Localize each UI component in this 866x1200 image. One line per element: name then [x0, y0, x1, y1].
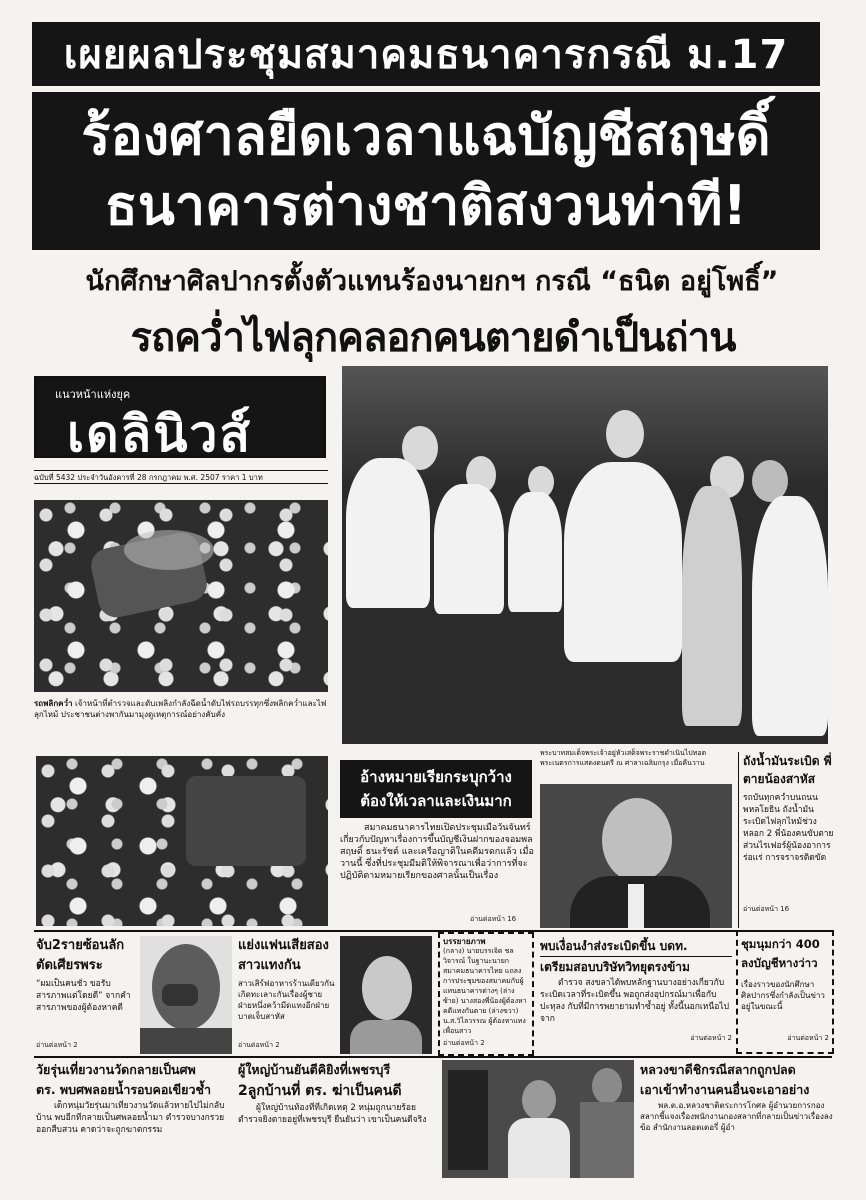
- explosion-continued: อ่านต่อหน้า 16: [743, 905, 790, 913]
- teen-headline-1: วัยรุ่นเที่ยวงานวัดกลายเป็นศพ: [36, 1062, 196, 1077]
- bottom-photo: [442, 1060, 634, 1178]
- main-headline: [32, 92, 820, 250]
- royal-figure-1: [346, 458, 430, 608]
- third-headline: รถคว่ำไฟลุกคลอกคนตายดำเป็นถ่าน: [130, 315, 736, 361]
- village-story: [238, 1060, 434, 1180]
- bank-story-headline-text: อ้างหมายเรียกระบุกว้าง ต้องให้เวลาและเงินมาก: [360, 768, 512, 810]
- bank-story-body: สมาคมธนาคารไทยเปิดประชุมเมื่อวันจันทร์ เกี่ยวกับปัญหาเรื่องการขึ้นบัญชีเงินฝากของจอมพลสฤษดิ์ ธนะรัชต์ และเครือญาติในคดีมรดกแล้ว เมื่อวานนี้ ซึ่งที่ประชุมมีมติให้พิจารณาเพื่อว่าการที่จะปฏิบัติตามหมายเรียกของศาลนั้นเป็นเรื่อง: [340, 823, 534, 881]
- crowd-photo: [36, 756, 328, 926]
- bomb-continued: อ่านต่อหน้า 2: [690, 1034, 732, 1042]
- protest-story: [736, 930, 834, 1054]
- teen-body: เด็กหนุ่มวัยรุ่นมาเที่ยวงานวัดแล้วหายไปไม่กลับบ้าน พบอีกทีกลายเป็นศพลอยน้ำมา ตำรวจบางกรวยออกสืบสวน คาดว่าจะถูกฆาตกรรม: [36, 1101, 225, 1135]
- arrest-headline: จับ2รายซ้อนลักตัดเศียรพระ: [36, 938, 125, 973]
- protest-headline: ชุมนุมกว่า 400 ลงบัญชีหางว่าว: [741, 937, 820, 970]
- bottom-rule: [34, 1056, 832, 1058]
- lover-continued: อ่านต่อหน้า 2: [238, 1041, 280, 1049]
- editorial-body: (กลาง) นายบรรเจิด ชลวิจารณ์ ในฐานะนายกสมาคมธนาคารไทย แถลงการประชุมของสมาคมกับผู้แทนธนาคารต่างๆ (ล่างซ้าย) นางสองพี่น้องผู้ต้องหาคดีแทงกันตาย (ล่างขวา) น.ส.วิไลวรรณ ผู้ต้องหาแทงเพื่อนสาว: [443, 947, 527, 1036]
- teen-headline-2: ตร. พบศพลอยน้ำรอบคอเขียวช้ำ: [36, 1082, 212, 1097]
- section-rule: [34, 930, 832, 932]
- royal-figure-king: [564, 462, 682, 662]
- suspect-photo: [140, 936, 232, 1054]
- editorial-continued: อ่านต่อหน้า 2: [443, 1039, 485, 1048]
- main-headline-line-1: ร้องศาลยืดเวลาแฉบัญชีสฤษดิ์: [81, 104, 771, 167]
- lover-body: สาวเสิร์ฟอาหารร้านเดียวกันเกิดทะเลาะกันเรื่องผู้ชาย ฝ่ายหนึ่งคว้ามีดแทงอีกฝ่ายบาดเจ็บสาหัส: [238, 979, 335, 1021]
- royal-caption: พระบาทสมเด็จพระเจ้าอยู่หัวเสด็จพระราชดำเนินไปทอดพระเนตรการแสดงดนตรี ณ ศาลาเฉลิมกรุง เมื่อคืนวาน: [540, 749, 707, 767]
- arrest-continued: อ่านต่อหน้า 2: [36, 1041, 78, 1049]
- lover-headline: แย่งแฟนเสียสองสาวแทงกัน: [238, 938, 329, 973]
- bomb-headline-2: เตรียมสอบบริษัทวิทยุตรงข้าม: [540, 956, 732, 977]
- bomb-body: ตำรวจ สงขลาได้พบหลักฐานบางอย่างเกี่ยวกับระเบิดเวลาที่ระเบิดขึ้น พอถูกส่งอุปกรณ์มาเพื่อกับปะทุลง กับที่มีการพยายามทำซ้ำอยู่ ทั้งนี้นอกเหนือไปจาก: [540, 978, 729, 1024]
- main-headline-line-2: ธนาคารต่างชาติสงวนท่าที!: [104, 174, 748, 237]
- lottery-headline-1: หลวงขาดีชิกรณีสลากถูกปลด: [640, 1062, 796, 1077]
- village-body: ผู้ใหญ่บ้านท้องที่ที่เกิดเหตุ 2 หนุ่มถูกนายร้อยตำรวจยิงตายอยู่ที่เพชรบุรี ยืนยันว่า เขาเป็นคนดีจริง: [238, 1103, 427, 1125]
- issue-info: ฉบับที่ 5432 ประจำวันอังคารที่ 28 กรกฎาคม พ.ศ. 2507 ราคา 1 บาท: [34, 470, 328, 484]
- bomb-headline-1: พบเงื่อนงำส่งระเบิดขึ้น บดท.: [540, 939, 688, 953]
- crash-caption-text: เจ้าหน้าที่ตำรวจและดับเพลิงกำลังฉีดน้ำดับไฟรถบรรทุกซึ่งพลิกคว่ำและไฟลุกไหม้ ประชาชนต่างพากันมามุงดูเหตุการณ์อย่างคับคั่ง: [34, 699, 327, 719]
- protest-body: เรื่องราวของนักศึกษาศิลปากรซึ่งกำลังเป็นข่าวอยู่ในขณะนี้: [741, 980, 825, 1011]
- crash-caption-title: รถพลิกคว่ำ: [34, 699, 73, 708]
- royal-photo: [342, 366, 828, 744]
- masthead: [34, 376, 326, 463]
- teen-story: [36, 1060, 234, 1180]
- lottery-body: พล.ต.อ.หลวงชาติตระการโกศล ผู้อำนวยการกองสลากชี้แจงเรื่องพนักงานกองสลากที่กลายเป็นข่าวเรื่องลงข้อ สำนักงานลอตเตอรี่ ผู้อำ: [640, 1101, 833, 1132]
- editorial-title: บรรยายภาพ: [443, 937, 486, 946]
- masthead-tagline: แนวหน้าแห่งยุค: [55, 388, 131, 401]
- lottery-headline-2: เอาเข้าทำงานคนอื่นจะเอาอย่าง: [640, 1082, 810, 1097]
- bomb-story: [540, 936, 732, 1054]
- arrest-body: “ผมเป็นคนชั่ว ขอรับสารภาพแต่โดยดี” จากคำสารภาพของผู้ต้องหาคดี: [36, 979, 131, 1013]
- bank-story-headline: [340, 760, 532, 818]
- top-banner: [32, 22, 820, 86]
- crash-photo: [34, 500, 328, 692]
- crash-caption: [34, 698, 328, 744]
- top-banner-text: เผยผลประชุมสมาคมธนาคารกรณี ม.17: [63, 32, 789, 78]
- explosion-body: รถบันทุกคว่ำบนถนนพหลโยธิน ถังน้ำมันระเบิดไฟลุกไหม้ช่วงหลอก 2 พี่น้องคนขับตาย ส่วนไรเฟอร์ผู้น้องอาการร่อแร่ การจราจรติดขัด: [743, 793, 834, 863]
- bank-story-continued: อ่านต่อหน้า 16: [470, 915, 517, 923]
- arrest-story: [36, 936, 136, 1054]
- protest-continued: อ่านต่อหน้า 2: [787, 1034, 829, 1042]
- explosion-story: [738, 752, 834, 928]
- banker-photo: [540, 784, 732, 928]
- village-headline-1: ผู้ใหญ่บ้านยันตีคิยิงที่เพชรบุรี: [238, 1062, 391, 1077]
- village-headline-2: 2ลูกบ้านที่ ตร. ฆ่าเป็นคนดี: [238, 1083, 402, 1099]
- secondary-headline: นักศึกษาศิลปากรตั้งตัวแทนร้องนายกฯ กรณี “ธนิต อยู่โพธิ์”: [85, 266, 779, 297]
- explosion-headline: ถังน้ำมันระเบิด พี่ตายน้องสาหัส: [743, 754, 832, 786]
- lottery-story: [640, 1060, 834, 1180]
- editorial-box: [438, 932, 534, 1056]
- woman-photo: [340, 936, 432, 1054]
- lover-story: [238, 936, 336, 1054]
- masthead-logo: เดลินิวส์: [67, 404, 252, 463]
